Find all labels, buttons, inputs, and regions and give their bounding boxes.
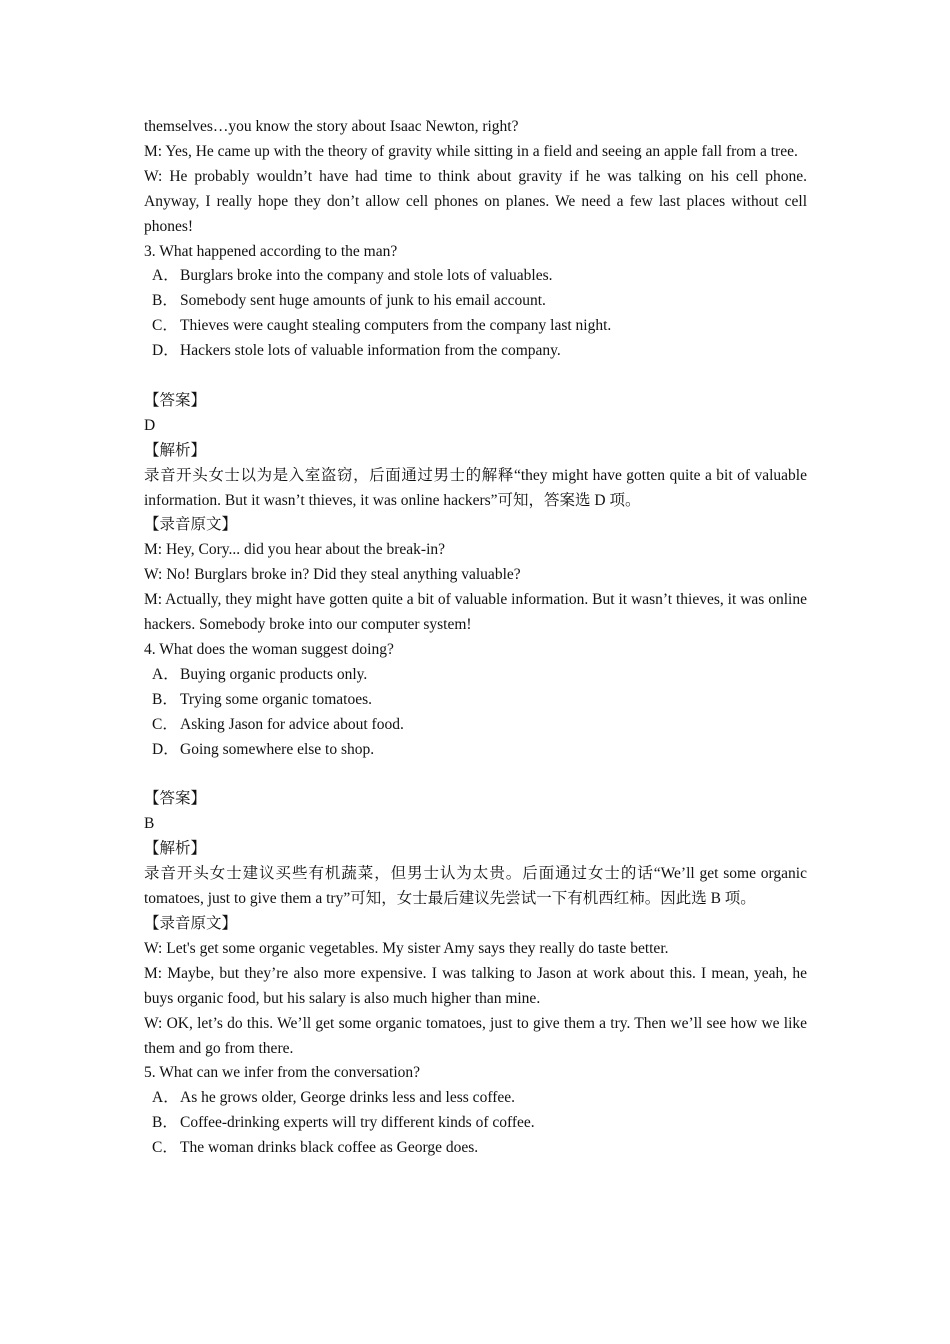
document-page	[144, 115, 807, 1161]
transcript-line: M: Actually, they might have gotten quite a bit of valuable information. But it wasn’t thieves, it was online hackers. Somebody broke into our computer system!	[144, 591, 807, 634]
dialogue-line: themselves…you know the story about Isaac Newton, right?	[144, 118, 519, 135]
option-5a: A． As he grows older, George drinks less and less coffee.	[152, 1089, 515, 1107]
transcript-line: M: Hey, Cory... did you hear about the break-in?	[144, 541, 446, 559]
analysis-text: 录音开头女士以为是入室盗窃，后面通过男士的解释“they might have gotten quite a bit of valuable information. But it wasn’t thieves, it was online hackers”可知，答案选 D 项。	[144, 466, 807, 509]
option-3d: D． Hackers stole lots of valuable information from the company.	[152, 342, 561, 360]
spacer	[144, 364, 807, 389]
dialogue-line: W: He probably wouldn’t have had time to think about gravity if he was talking on his cell phone. Anyway, I really hope they don’t allow cell phones on planes. We need a few last places without cell phones!	[144, 167, 807, 235]
analysis-heading: 【解析】	[144, 840, 207, 858]
transcript-heading: 【录音原文】	[144, 516, 238, 534]
dialogue-line: M: Yes, He came up with the theory of gravity while sitting in a field and seeing an apple fall from a tree.	[144, 142, 798, 160]
question-5: 5. What can we infer from the conversation?	[144, 1064, 421, 1082]
answer-heading: 【答案】	[144, 790, 207, 808]
transcript-line: W: Let's get some organic vegetables. My sister Amy says they really do taste better.	[144, 939, 669, 957]
option-3a: A． Burglars broke into the company and stole lots of valuables.	[152, 267, 553, 285]
answer-heading: 【答案】	[144, 391, 207, 409]
option-3c: C． Thieves were caught stealing computers from the company last night.	[152, 317, 612, 335]
question-3: 3. What happened according to the man?	[144, 242, 398, 260]
analysis-text: 录音开头女士建议买些有机蔬菜，但男士认为太贵。后面通过女士的话“We’ll get some organic tomatoes, just to give them a try”可知，女士最后建议先尝试一下有机西红柿。因此选 B 项。	[144, 865, 807, 908]
question-4: 4. What does the woman suggest doing?	[144, 641, 394, 659]
answer-value: B	[144, 815, 155, 833]
option-4d: D． Going somewhere else to shop.	[152, 740, 375, 758]
option-5b: B． Coffee-drinking experts will try different kinds of coffee.	[152, 1114, 535, 1132]
option-4c: C． Asking Jason for advice about food.	[152, 715, 404, 733]
transcript-line: W: No! Burglars broke in? Did they steal anything valuable?	[144, 566, 521, 584]
option-3b: B． Somebody sent huge amounts of junk to his email account.	[152, 292, 546, 310]
transcript-heading: 【录音原文】	[144, 914, 238, 932]
option-4a: A． Buying organic products only.	[152, 665, 368, 683]
analysis-heading: 【解析】	[144, 441, 207, 459]
option-4b: B． Trying some organic tomatoes.	[152, 690, 373, 708]
transcript-line: W: OK, let’s do this. We’ll get some organic tomatoes, just to give them a try. Then we’ll see how we like them and go from there.	[144, 1014, 807, 1057]
transcript-line: M: Maybe, but they’re also more expensive. I was talking to Jason at work about this. I mean, yeah, he buys organic food, but his salary is also much higher than mine.	[144, 964, 807, 1007]
answer-value: D	[144, 416, 156, 434]
option-5c: C． The woman drinks black coffee as George does.	[152, 1139, 479, 1157]
spacer	[144, 763, 807, 788]
